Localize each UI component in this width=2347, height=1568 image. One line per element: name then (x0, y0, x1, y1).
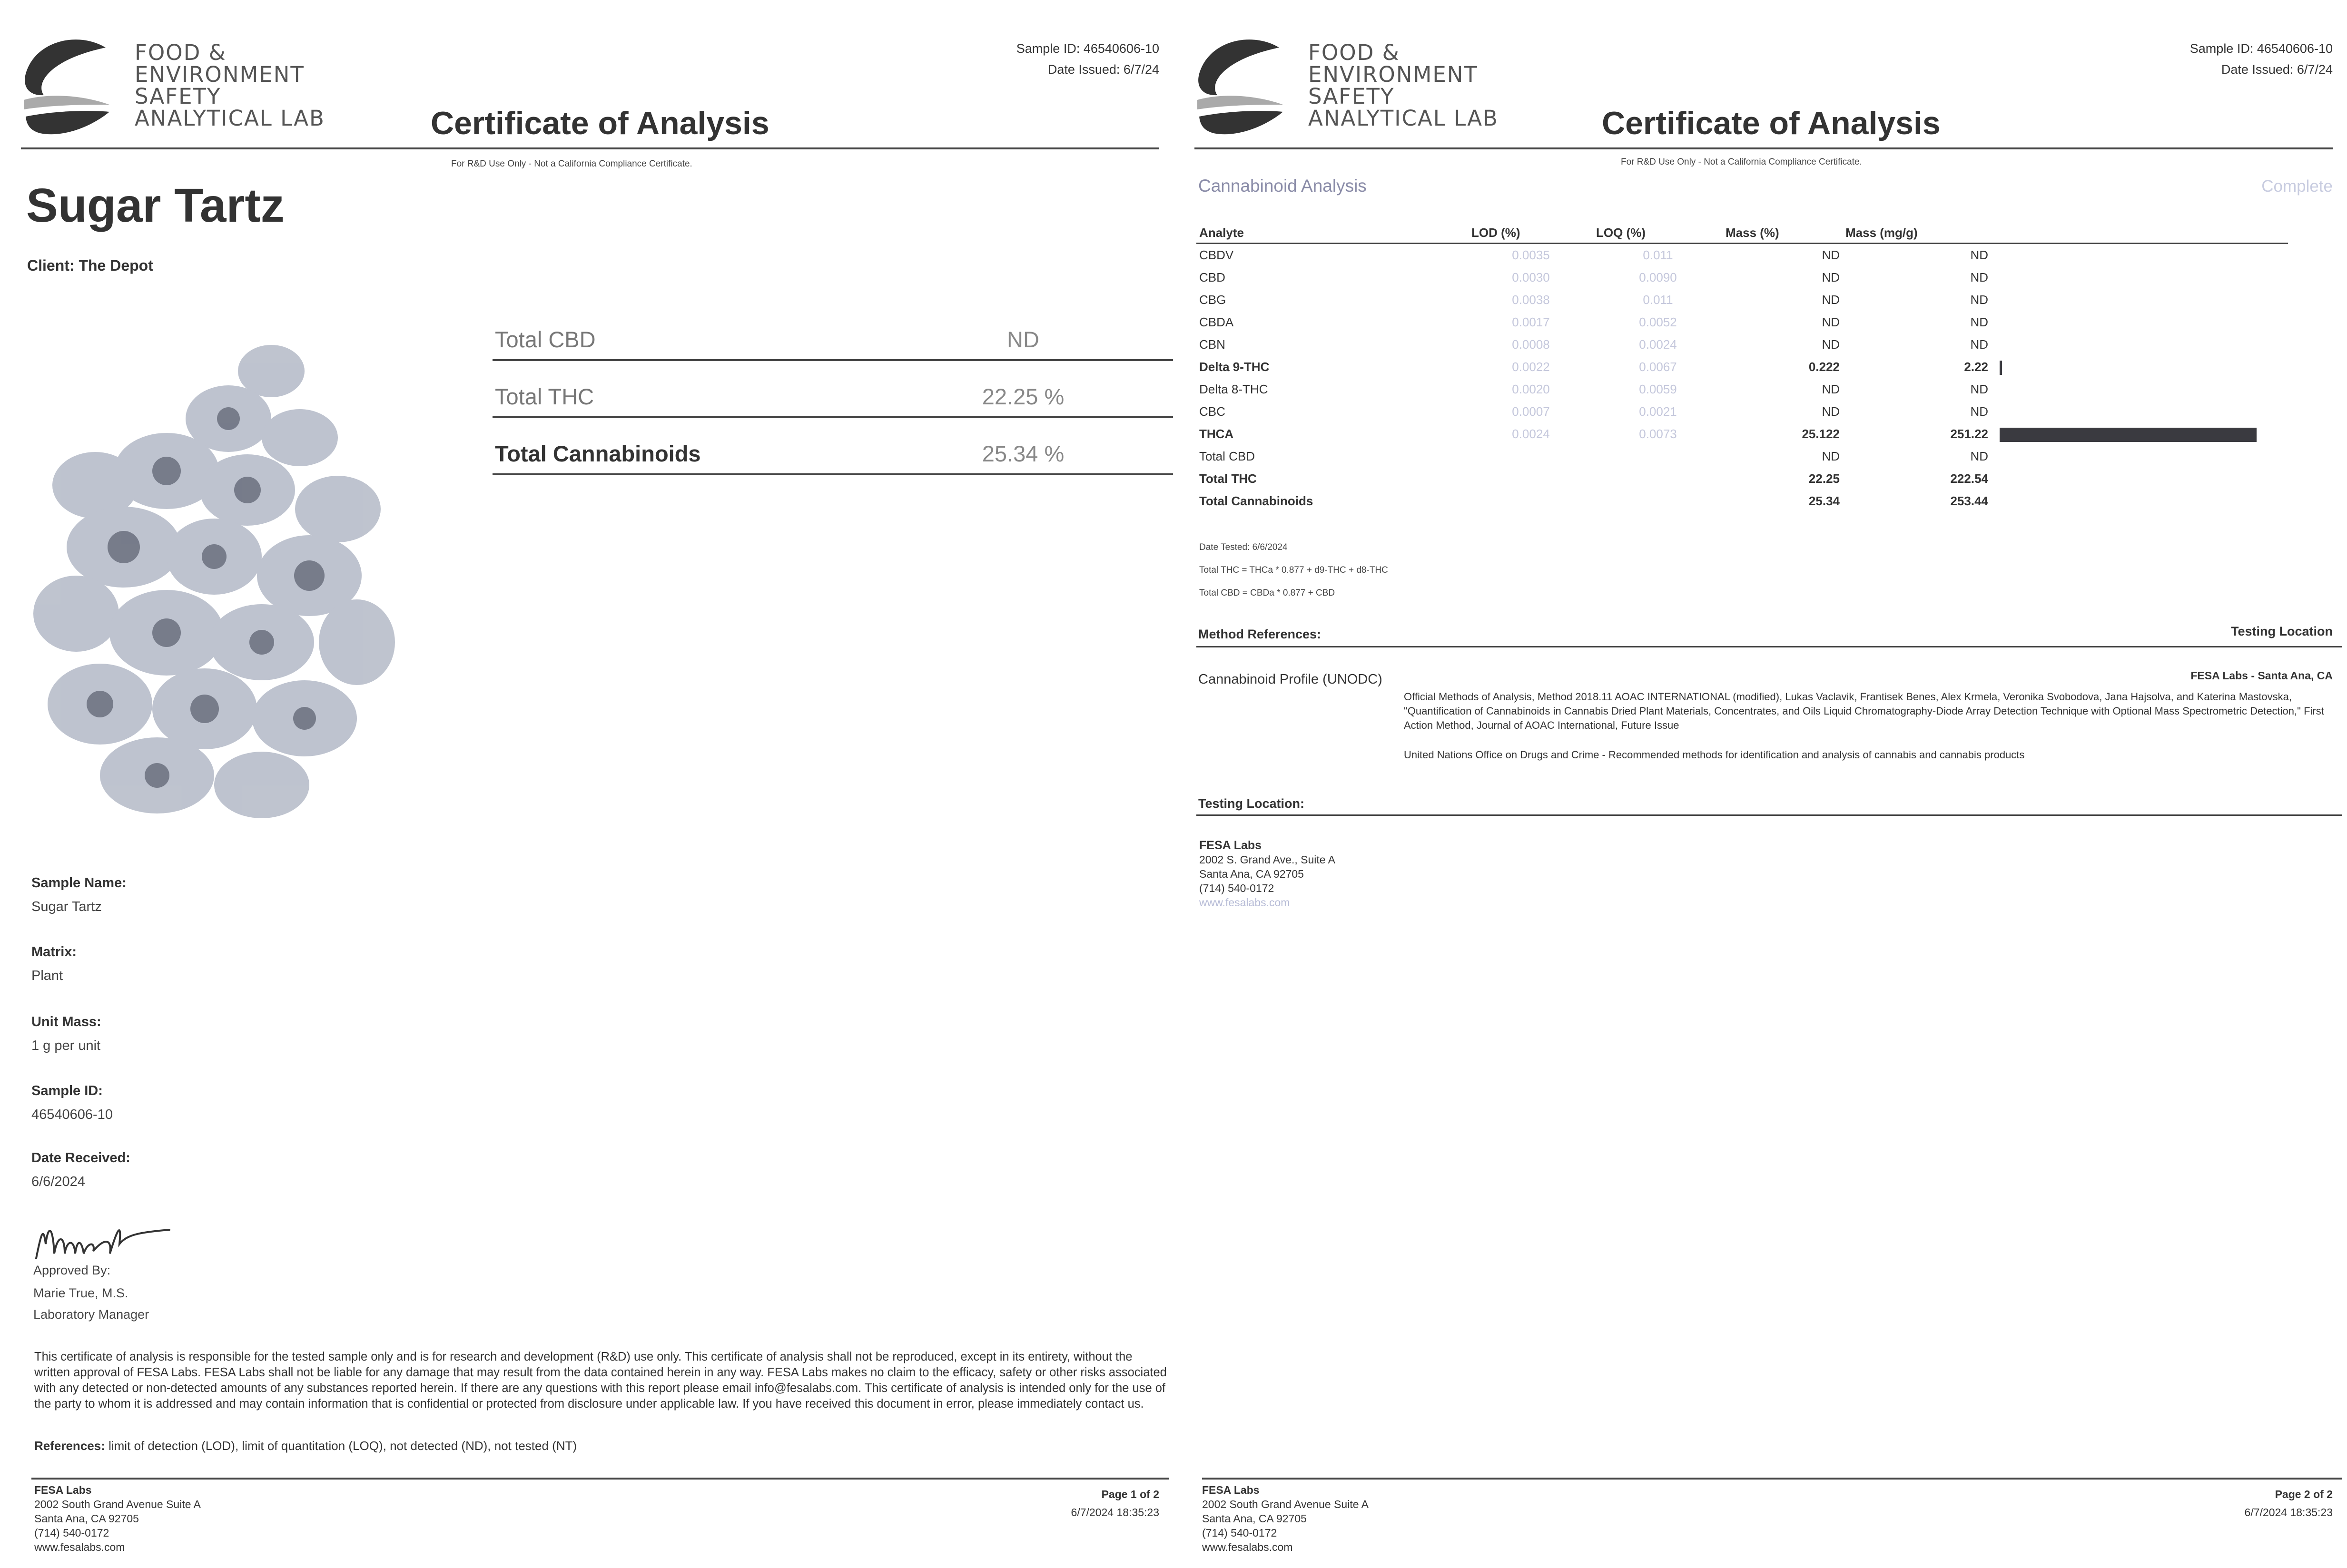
table-row (1196, 266, 2288, 289)
summary-row-total-cannabinoids (493, 426, 1173, 475)
analyte-cell: THCA (1199, 427, 1234, 441)
date-received-label: Date Received: (31, 1150, 130, 1166)
references-label: References: (34, 1439, 105, 1453)
method-text (1404, 690, 2327, 777)
footer-address (1202, 1483, 1369, 1554)
approver-title: Laboratory Manager (33, 1307, 149, 1322)
date-tested: Date Tested: 6/6/2024 (1199, 542, 1288, 552)
lod-cell: 0.0024 (1512, 427, 1550, 441)
footer-website: www.fesalabs.com (34, 1541, 125, 1553)
mass-bar-cell (1991, 244, 2288, 267)
mass-bar (2000, 428, 2257, 442)
footer-phone: (714) 540-0172 (1202, 1527, 1277, 1539)
column-header-bar (1991, 223, 2288, 244)
table-body (1196, 244, 2288, 513)
table-row (1196, 333, 2288, 356)
mass-bar-cell (1991, 311, 2288, 333)
lab-name-line: SAFETY (135, 84, 221, 109)
lab-name-line: FOOD & (1308, 40, 1400, 65)
loq-cell: 0.0067 (1639, 360, 1677, 374)
mass-mg-cell: 253.44 (1950, 494, 1988, 508)
mass-bar-cell (1991, 401, 2288, 423)
mass-bar-cell (1991, 490, 2288, 512)
matrix-value: Plant (31, 968, 63, 983)
mass-mg-cell: 251.22 (1950, 427, 1988, 441)
footer-divider (1202, 1478, 2342, 1480)
mass-percent-cell: 25.34 (1808, 494, 1840, 508)
analyte-cell: Delta 9-THC (1199, 360, 1270, 374)
column-header: LOQ (%) (1593, 223, 1723, 244)
mass-mg-cell: ND (1970, 449, 1988, 463)
lab-name-line: ANALYTICAL LAB (1308, 106, 1499, 131)
mass-bar-cell (1991, 378, 2288, 401)
loq-cell: 0.0052 (1639, 315, 1677, 329)
lod-cell: 0.0038 (1512, 293, 1550, 307)
table-row (1196, 490, 2288, 512)
compliance-note: For R&D Use Only - Not a California Compliance Certificate. (1621, 157, 1862, 167)
mass-bar-cell (1991, 333, 2288, 356)
header-meta (1016, 38, 1159, 80)
table-row (1196, 356, 2288, 378)
loq-cell (1593, 468, 1723, 490)
footer-company: FESA Labs (34, 1484, 92, 1496)
unit-mass-label: Unit Mass: (31, 1014, 101, 1029)
approved-by-label: Approved By: (33, 1263, 111, 1277)
document-title: Certificate of Analysis (431, 105, 769, 141)
analyte-cell: Total THC (1199, 471, 1257, 486)
mass-mg-cell: ND (1970, 315, 1988, 329)
mass-mg-cell: 2.22 (1964, 360, 1988, 374)
footer-company: FESA Labs (1202, 1484, 1260, 1496)
lod-cell (1469, 490, 1593, 512)
table-row (1196, 311, 2288, 333)
loq-cell: 0.011 (1643, 248, 1673, 262)
header-sample-id: Sample ID: 46540606-10 (2189, 41, 2333, 56)
mass-mg-cell: ND (1970, 293, 1988, 307)
location-phone: (714) 540-0172 (1199, 882, 1274, 894)
sample-id-label: Sample ID: (31, 1083, 103, 1098)
column-header: Mass (%) (1723, 223, 1843, 244)
table-row (1196, 378, 2288, 401)
references-text: limit of detection (LOD), limit of quantitation (LOQ), not detected (ND), not tested (NT) (108, 1439, 577, 1453)
lab-logo-icon (1194, 33, 1285, 143)
lod-cell (1469, 445, 1593, 468)
analyte-cell: Total CBD (1199, 449, 1255, 463)
page-number: Page 2 of 2 (2275, 1488, 2333, 1500)
sample-name-label: Sample Name: (31, 875, 127, 891)
summary-value: ND (1007, 327, 1039, 352)
column-header: LOD (%) (1469, 223, 1593, 244)
lod-cell: 0.0035 (1512, 248, 1550, 262)
loq-cell: 0.0090 (1639, 270, 1677, 284)
footer-address-line: 2002 South Grand Avenue Suite A (34, 1498, 201, 1510)
section-title: Cannabinoid Analysis (1198, 176, 1367, 196)
mass-bar-cell (1991, 468, 2288, 490)
testing-location-title: Testing Location: (1198, 796, 1304, 811)
mass-mg-cell: ND (1970, 337, 1988, 352)
lod-cell: 0.0007 (1512, 404, 1550, 419)
location-address-line: 2002 S. Grand Ave., Suite A (1199, 853, 1335, 866)
profile-location: FESA Labs - Santa Ana, CA (2190, 669, 2333, 682)
mass-percent-cell: ND (1822, 404, 1840, 419)
lab-name (1308, 42, 1499, 129)
mass-percent-cell: ND (1822, 293, 1840, 307)
loq-cell (1593, 490, 1723, 512)
lab-name-line: ENVIRONMENT (135, 62, 305, 87)
loq-cell: 0.0024 (1639, 337, 1677, 352)
lod-cell: 0.0008 (1512, 337, 1550, 352)
references (34, 1439, 577, 1453)
lab-name-line: FOOD & (135, 40, 227, 65)
lod-cell: 0.0020 (1512, 382, 1550, 396)
header-date-issued: Date Issued: 6/7/24 (1047, 62, 1159, 77)
analyte-cell: CBDV (1199, 248, 1234, 262)
summary-value: 25.34 % (982, 441, 1065, 466)
loq-cell: 0.0073 (1639, 427, 1677, 441)
method-references-title: Method References: (1198, 627, 1321, 641)
column-header: Mass (mg/g) (1843, 223, 1991, 244)
mass-percent-cell: ND (1822, 382, 1840, 396)
mass-percent-cell: ND (1822, 248, 1840, 262)
testing-location-header: Testing Location (2231, 624, 2333, 638)
cannabinoid-table (1196, 223, 2288, 512)
lod-cell: 0.0030 (1512, 270, 1550, 284)
analyte-cell: Total Cannabinoids (1199, 494, 1313, 508)
client-name: Client: The Depot (27, 257, 153, 274)
coa-page-2 (1174, 0, 2347, 1568)
footer-address-line: Santa Ana, CA 92705 (34, 1512, 139, 1525)
lab-name-line: ANALYTICAL LAB (135, 106, 325, 131)
summary-value: 22.25 % (982, 384, 1065, 409)
mass-percent-cell: ND (1822, 315, 1840, 329)
footer-website: www.fesalabs.com (1202, 1541, 1293, 1553)
approver-name: Marie True, M.S. (33, 1286, 128, 1300)
location-name: FESA Labs (1199, 839, 1262, 852)
sample-id-value: 46540606-10 (31, 1107, 113, 1122)
location-website-link[interactable]: www.fesalabs.com (1199, 896, 1290, 909)
table-row (1196, 401, 2288, 423)
disclaimer-text: This certificate of analysis is responsible for the tested sample only and is for research and development (R&D) use only. This certificate of analysis shall not be reproduced, except in its entirety, without the written approval of FESA Labs. FESA Labs shall not be liable for any damage that may result from the data contained herein in any way. FESA Labs makes no claim to the efficacy, safety or other risks associated with any detected or non-detected amounts of any substances reported herein. If there are any questions with this report please email info@fesalabs.com. This certificate of analysis is intended only for the use of the party to whom it is addressed and may contain information that is confidential or protected from disclosure under applicable law. If you have received this document in error, please immediately contact us. (34, 1350, 1167, 1411)
loq-cell: 0.0059 (1639, 382, 1677, 396)
header-divider (1194, 147, 2333, 149)
signature-image (31, 1215, 174, 1268)
analyte-cell: CBN (1199, 337, 1225, 352)
compliance-note: For R&D Use Only - Not a California Compliance Certificate. (451, 159, 692, 169)
summary-label: Total THC (495, 384, 594, 409)
cbd-formula: Total CBD = CBDa * 0.877 + CBD (1199, 588, 1335, 598)
analyte-cell: Delta 8-THC (1199, 382, 1268, 396)
lab-name (135, 42, 325, 129)
table-row (1196, 244, 2288, 267)
mass-mg-cell: ND (1970, 248, 1988, 262)
table-row (1196, 423, 2288, 445)
document-title: Certificate of Analysis (1602, 105, 1941, 141)
summary-row-total-cbd (493, 312, 1173, 361)
mass-percent-cell: ND (1822, 337, 1840, 352)
status-badge: Complete (2261, 177, 2333, 196)
analyte-cell: CBG (1199, 293, 1226, 307)
header-date-issued: Date Issued: 6/7/24 (2221, 62, 2333, 77)
analyte-cell: CBDA (1199, 315, 1234, 329)
footer-timestamp: 6/7/2024 18:35:23 (1071, 1506, 1159, 1519)
column-header: Analyte (1196, 223, 1469, 244)
footer-address-line: 2002 South Grand Avenue Suite A (1202, 1498, 1369, 1510)
header-meta (2190, 38, 2333, 80)
location-address-line: Santa Ana, CA 92705 (1199, 868, 1304, 880)
product-name: Sugar Tartz (26, 179, 285, 232)
mass-bar (2000, 361, 2002, 375)
summary-label: Total Cannabinoids (495, 441, 701, 466)
unit-mass-value: 1 g per unit (31, 1038, 101, 1053)
analyte-cell: CBD (1199, 270, 1225, 284)
mass-mg-cell: ND (1970, 382, 1988, 396)
mass-bar-cell (1991, 445, 2288, 468)
loq-cell: 0.0021 (1639, 404, 1677, 419)
footer-page-info (1071, 1485, 1159, 1521)
header-divider (21, 147, 1159, 149)
loq-cell (1593, 445, 1723, 468)
loq-cell: 0.011 (1643, 293, 1673, 307)
lod-cell: 0.0017 (1512, 315, 1550, 329)
lab-name-line: ENVIRONMENT (1308, 62, 1478, 87)
mass-percent-cell: ND (1822, 449, 1840, 463)
product-photo (24, 328, 404, 833)
analyte-cell: CBC (1199, 404, 1225, 419)
method-divider (1196, 646, 2342, 647)
mass-bar-cell (1991, 356, 2288, 378)
lod-cell: 0.0022 (1512, 360, 1550, 374)
thc-formula: Total THC = THCa * 0.877 + d9-THC + d8-THC (1199, 565, 1388, 575)
footer-address-line: Santa Ana, CA 92705 (1202, 1512, 1307, 1525)
mass-percent-cell: 0.222 (1808, 360, 1840, 374)
date-received-value: 6/6/2024 (31, 1174, 85, 1189)
matrix-label: Matrix: (31, 944, 77, 960)
mass-percent-cell: ND (1822, 270, 1840, 284)
method-reference-aoac: Official Methods of Analysis, Method 2018.11 AOAC INTERNATIONAL (modified), Lukas Vaclavik, Frantisek Benes, Alex Krmela, Veronika Svobodova, Jana Hajsolva, and Katerina Mastovska, "Quantification of Cannabinoids in Cannabis Dried Plant Materials, Concentrates, and Oils Liquid Chromatography-Diode Array Detection Technique with Optional Mass Spectrometric Detection," First Action Method, Journal of AOAC International, Future Issue (1404, 691, 2324, 731)
mass-bar-cell (1991, 266, 2288, 289)
lab-name-line: SAFETY (1308, 84, 1395, 109)
summary-row-total-thc (493, 369, 1173, 418)
mass-mg-cell: ND (1970, 404, 1988, 419)
footer-timestamp: 6/7/2024 18:35:23 (2244, 1506, 2333, 1519)
table-row (1196, 289, 2288, 311)
footer-address (34, 1483, 201, 1554)
mass-percent-cell: 25.122 (1802, 427, 1840, 441)
profile-name: Cannabinoid Profile (UNODC) (1198, 672, 1382, 687)
header-sample-id: Sample ID: 46540606-10 (1016, 41, 1159, 56)
testing-location-address (1199, 838, 1335, 910)
mass-bar-cell (1991, 423, 2288, 445)
lab-logo-icon (21, 33, 111, 143)
table-row (1196, 468, 2288, 490)
table-header-row (1196, 223, 2288, 244)
table-row (1196, 445, 2288, 468)
mass-mg-cell: 222.54 (1950, 471, 1988, 486)
footer-divider (31, 1478, 1169, 1480)
footer-phone: (714) 540-0172 (34, 1527, 109, 1539)
mass-percent-cell: 22.25 (1808, 471, 1840, 486)
lod-cell (1469, 468, 1593, 490)
summary-label: Total CBD (495, 327, 596, 352)
method-reference-unodc: United Nations Office on Drugs and Crime - Recommended methods for identification and analysis of cannabis and cannabis products (1404, 749, 2025, 761)
footer-page-info (2245, 1485, 2333, 1521)
testing-location-divider (1196, 814, 2342, 816)
sample-name-value: Sugar Tartz (31, 899, 102, 914)
page-number: Page 1 of 2 (1101, 1488, 1159, 1500)
mass-bar-cell (1991, 289, 2288, 311)
mass-mg-cell: ND (1970, 270, 1988, 284)
